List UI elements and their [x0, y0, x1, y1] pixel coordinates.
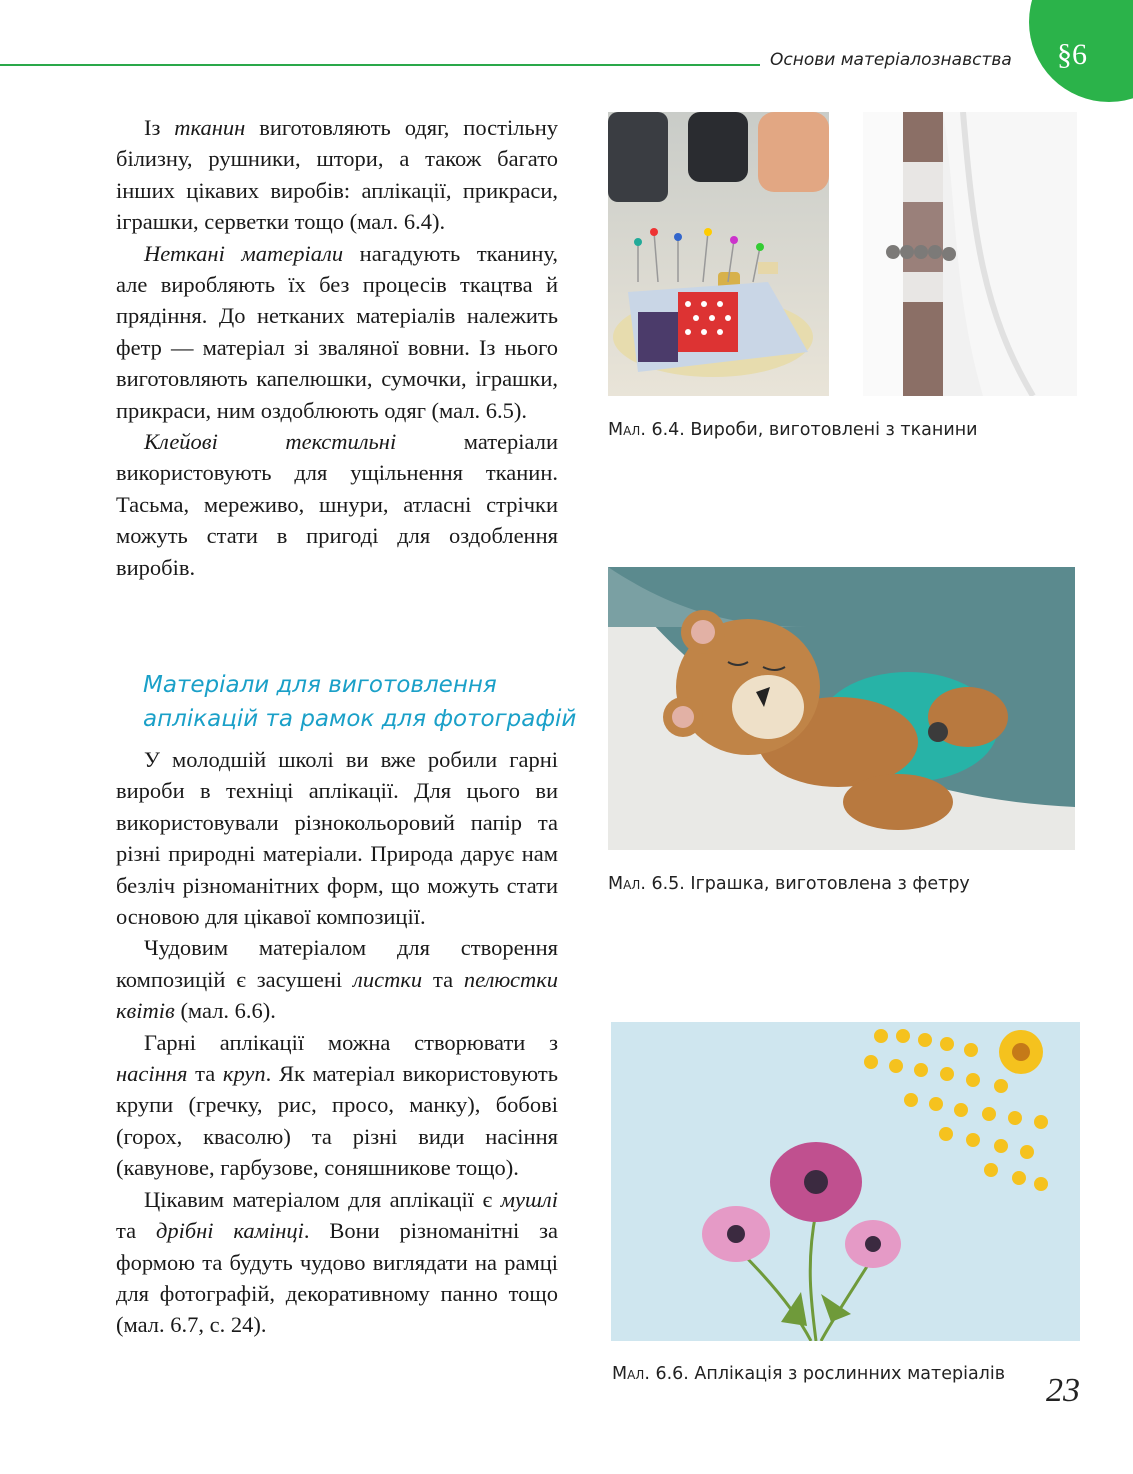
emphasis-text: мушлі [500, 1186, 558, 1212]
caption-text: 6.4. Вироби, виготовлені з тканини [645, 420, 978, 440]
text-run: виготовляють одяг, постільну білизну, рушники, штори, а також багато інших цікавих виробів: аплікації, прикраси, іграшки, серветки тощо (мал. 6.4). [116, 115, 558, 235]
running-header: Основи матеріалознавства [770, 50, 1012, 70]
text-run: Із [144, 115, 175, 140]
text-column-top [116, 112, 558, 583]
paragraph [116, 426, 558, 583]
page-number: 23 [1046, 1372, 1080, 1409]
section-number: §6 [1057, 38, 1087, 71]
section-heading [143, 668, 576, 736]
text-column-bottom [116, 744, 558, 1341]
paragraph [116, 932, 558, 1026]
paragraph [116, 238, 558, 426]
text-run: (мал. 6.6). [174, 998, 276, 1024]
emphasis-text: круп [222, 1061, 266, 1087]
caption-fig-6-6 [612, 1364, 1005, 1384]
photo-flower-applique [611, 1022, 1080, 1341]
paragraph [116, 744, 558, 932]
paragraph [116, 112, 558, 238]
text-run: . Вони різноманітні за формою та будуть чудово виглядати на рамці для фотографій, декоративному панно тощо (мал. 6.7, с. 24). [116, 1218, 558, 1338]
caption-label: Мал. [608, 874, 646, 894]
emphasis-text: листки [353, 966, 423, 992]
emphasis-text: пелюстки квітів [116, 966, 558, 1024]
text-run: Цікавим матеріалом для аплікації є [144, 1186, 501, 1212]
text-run: . Як матеріал використовують крупи (гречку, рис, просо, манку), бобові (горох, квасолю) та різні види насіння (кавунове, гарбузове, соняшникове тощо). [116, 1061, 558, 1181]
emphasis-text: Клейові текстильні [144, 429, 397, 455]
caption-text: 6.6. Аплікація з рослинних матеріалів [649, 1364, 1006, 1384]
heading-line-2: аплікацій та рамок для фотографій [143, 706, 577, 732]
paragraph [116, 1027, 558, 1184]
caption-label: Мал. [608, 420, 646, 440]
text-run: Гарні аплікації можна створювати з [144, 1029, 558, 1055]
caption-fig-6-4 [608, 420, 978, 440]
section-badge [1029, 0, 1133, 102]
caption-label: Мал. [612, 1364, 650, 1384]
text-run: та [116, 1218, 156, 1244]
text-run: Чудовим матеріалом для створення композицій є засушені [116, 935, 558, 992]
photo-curtain [863, 112, 1077, 396]
caption-fig-6-5 [608, 874, 970, 894]
text-run: та [422, 966, 464, 992]
caption-text: 6.5. Іграшка, виготовлена з фетру [645, 874, 970, 894]
heading-line-1: Матеріали для виготовлення [143, 672, 497, 698]
text-run: матеріали використовують для ущільнення тканин. Тасьма, мереживо, шнури, атласні стрічки можуть стати в пригоді для оздоблення виробів. [116, 429, 558, 580]
emphasis-text: дрібні камінці [155, 1218, 304, 1244]
header-rule [0, 64, 760, 66]
emphasis-text: тканин [174, 115, 246, 140]
text-run: нагадують тканину, але виробляють їх без процесів ткацтва й прядіння. До нетканих матеріалів належить фетр — матеріал зі зваляної вовни. Із нього виготовляють капелюшки, сумочки, іграшки, прикраси, ним оздоблюють одяг (мал. 6.5). [116, 240, 558, 423]
emphasis-text: насіння [116, 1061, 188, 1087]
photo-felt-bear [608, 567, 1075, 850]
photo-pincushion [608, 112, 829, 396]
emphasis-text: Нетканi матеріали [144, 240, 344, 266]
text-run: та [187, 1061, 223, 1087]
paragraph [116, 1184, 558, 1341]
text-run: У молодшій школі ви вже робили гарні вироби в техніці аплікації. Для цього ви використовували різнокольоровий папір та різні природні матеріали. Природа дарує нам безліч різноманітних форм, що можуть стати основою для цікавої композиції. [116, 747, 558, 930]
